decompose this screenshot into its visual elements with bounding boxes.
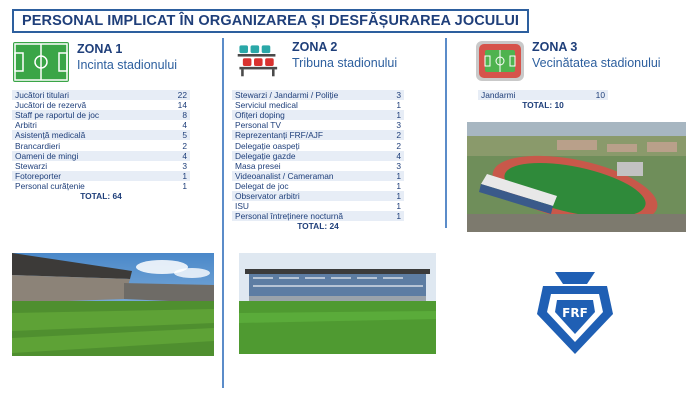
- table-row: [232, 120, 404, 130]
- zone-3-number: ZONA 3: [532, 40, 578, 54]
- table-row: [12, 140, 190, 150]
- row-label: Brancardieri: [12, 140, 170, 150]
- row-value: 1: [384, 171, 404, 181]
- stadium-interior-photo: [12, 253, 214, 356]
- row-value: 4: [384, 151, 404, 161]
- frf-logo-text: FRF: [562, 306, 588, 320]
- total-row: [478, 100, 608, 110]
- grandstand-photo: [239, 253, 436, 354]
- zone-2-table: [232, 90, 404, 231]
- page-title: PERSONAL IMPLICAT ÎN ORGANIZAREA ȘI DESFĂȘURAREA JOCULUI: [22, 13, 520, 29]
- row-label: Delegație oaspeți: [232, 140, 384, 150]
- table-row: [232, 140, 404, 150]
- row-value: 22: [170, 90, 190, 100]
- zone-1-name: Incinta stadionului: [77, 58, 178, 72]
- total-label: TOTAL: 10: [478, 100, 608, 110]
- zone-1-table: [12, 90, 190, 201]
- row-value: 1: [384, 110, 404, 120]
- row-value: 1: [384, 181, 404, 191]
- row-value: 3: [384, 161, 404, 171]
- row-label: Oameni de mingi: [12, 151, 170, 161]
- table-row: [232, 161, 404, 171]
- row-value: 1: [384, 201, 404, 211]
- page-title-box: [12, 9, 529, 33]
- frf-logo: [533, 270, 617, 356]
- table-row: [232, 191, 404, 201]
- row-value: 2: [170, 140, 190, 150]
- table-row: [12, 90, 190, 100]
- row-label: Stewarzi / Jandarmi / Poliție: [232, 90, 384, 100]
- row-label: Delegat de joc: [232, 181, 384, 191]
- table-row: [232, 171, 404, 181]
- row-label: Serviciul medical: [232, 100, 384, 110]
- total-label: TOTAL: 24: [232, 221, 404, 231]
- row-label: Asistență medicală: [12, 130, 170, 140]
- zone-3-header: [476, 40, 661, 82]
- row-label: Reprezentanți FRF/AJF: [232, 130, 384, 140]
- row-value: 14: [170, 100, 190, 110]
- zone-1-header: [13, 42, 177, 82]
- row-value: 5: [170, 130, 190, 140]
- table-row: [12, 110, 190, 120]
- row-label: Personal TV: [232, 120, 384, 130]
- total-row: [12, 191, 190, 201]
- table-row: [232, 181, 404, 191]
- row-value: 1: [384, 191, 404, 201]
- row-label: Jucători titulari: [12, 90, 170, 100]
- total-label: TOTAL: 64: [12, 191, 190, 201]
- table-row: [478, 90, 608, 100]
- row-value: 8: [170, 110, 190, 120]
- row-label: ISU: [232, 201, 384, 211]
- row-value: 2: [384, 140, 404, 150]
- row-value: 4: [170, 151, 190, 161]
- row-label: Ofițeri doping: [232, 110, 384, 120]
- football-pitch-icon: [13, 42, 69, 82]
- row-value: 1: [384, 100, 404, 110]
- stadium-aerial-icon: [476, 40, 524, 82]
- table-row: [12, 130, 190, 140]
- table-row: [12, 120, 190, 130]
- row-label: Videoanalist / Cameraman: [232, 171, 384, 181]
- row-label: Masa presei: [232, 161, 384, 171]
- row-label: Arbitri: [12, 120, 170, 130]
- zone-3-name: Vecinătatea stadionului: [532, 56, 661, 70]
- row-value: 3: [384, 90, 404, 100]
- row-value: 10: [588, 90, 608, 100]
- row-label: Delegație gazde: [232, 151, 384, 161]
- row-label: Observator arbitri: [232, 191, 384, 201]
- row-label: Staff pe raportul de joc: [12, 110, 170, 120]
- zone-2-name: Tribuna stadionului: [292, 56, 398, 70]
- table-row: [12, 181, 190, 191]
- table-row: [232, 201, 404, 211]
- table-row: [12, 171, 190, 181]
- zone-2-number: ZONA 2: [292, 40, 338, 54]
- table-row: [232, 151, 404, 161]
- row-value: 1: [170, 181, 190, 191]
- zone-1-number: ZONA 1: [77, 42, 123, 56]
- row-value: 1: [384, 211, 404, 221]
- row-value: 3: [170, 161, 190, 171]
- grandstand-seats-icon: [236, 40, 284, 80]
- table-row: [232, 211, 404, 221]
- stadium-aerial-photo: [467, 122, 686, 232]
- row-label: Fotoreporter: [12, 171, 170, 181]
- row-value: 1: [170, 171, 190, 181]
- row-label: Jucători de rezervă: [12, 100, 170, 110]
- zone-2-header: [236, 40, 397, 80]
- table-row: [232, 100, 404, 110]
- row-value: 3: [384, 120, 404, 130]
- row-label: Personal curățenie: [12, 181, 170, 191]
- table-row: [12, 151, 190, 161]
- total-row: [232, 221, 404, 231]
- row-value: 2: [384, 130, 404, 140]
- column-divider-2: [445, 38, 447, 228]
- table-row: [232, 110, 404, 120]
- table-row: [12, 161, 190, 171]
- row-label: Jandarmi: [478, 90, 588, 100]
- row-value: 4: [170, 120, 190, 130]
- table-row: [232, 130, 404, 140]
- row-label: Personal întreținere nocturnă: [232, 211, 384, 221]
- row-label: Stewarzi: [12, 161, 170, 171]
- column-divider-1: [222, 38, 224, 388]
- table-row: [232, 90, 404, 100]
- table-row: [12, 100, 190, 110]
- zone-3-table: [478, 90, 608, 110]
